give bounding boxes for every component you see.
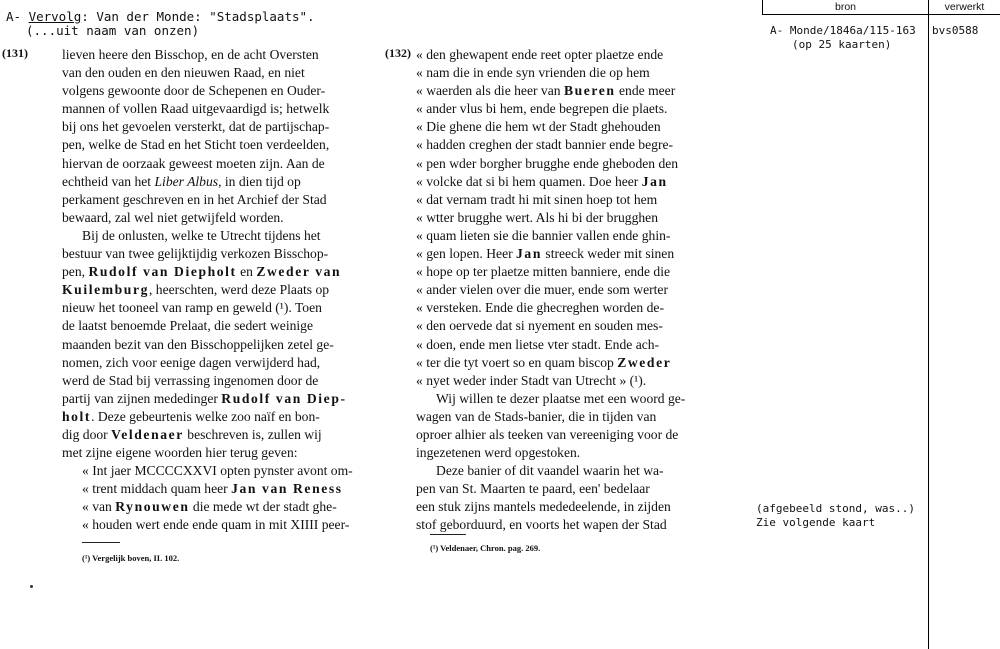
text-line: Bij de onlusten, welke te Utrecht tijdens het <box>82 227 321 243</box>
text-line: stof geborduurd, en voorts het wapen der Stad <box>416 517 667 533</box>
page-number-right: (132) <box>385 46 411 60</box>
text-line: dig door Veldenaer beschreven is, zullen wij <box>62 426 322 442</box>
card-header <box>6 10 315 38</box>
text-line: « gen lopen. Heer Jan streeck weder mit sinen <box>416 246 675 262</box>
text-line: « den ghewapent ende reet opter plaetze ende <box>416 47 664 62</box>
text-line: « waerden als die heer van Bueren ende meer <box>416 83 676 99</box>
text-line: bij ons het gevoelen versterkt, dat de partijschap- <box>62 119 330 135</box>
text-line: wagen van de Stads-banier, die in tijden van <box>416 408 657 424</box>
text-line: « quam lieten sie die bannier vallen ende ghin- <box>416 227 671 243</box>
continuation-note: (afgebeeld stond, was..) <box>756 502 915 515</box>
text-line: Kuilemburg, heerschten, werd deze Plaats op <box>62 282 330 298</box>
text-line: « volcke dat si bi hem quamen. Doe heer Jan <box>416 173 668 189</box>
text-line: « nyet weder inder Stadt van Utrecht » (¹). <box>416 372 647 388</box>
text-line: « ter die tyt voert so en quam biscop Zweder <box>416 354 672 370</box>
text-line: « dat vernam tradt hi mit sinen hoep tot hem <box>416 191 658 207</box>
text-line: « pen wder borgher brugghe ende gheboden den <box>416 155 679 171</box>
column-header-verwerkt: verwerkt <box>944 1 985 13</box>
text-line: nomen, zich voor eenige dagen verwijderd had, <box>62 354 321 370</box>
text-line: een stuk zijns mantels mededeelende, in zijden <box>416 499 671 515</box>
text-line: bewaard, zal wel niet getwijfeld worden. <box>62 209 284 225</box>
card-subtitle: (...uit naam van onzen) <box>26 23 200 38</box>
text-line: oproer alhier als teeken van vereeniging voor de <box>416 426 679 442</box>
text-line: holt. Deze gebeurtenis welke zoo naïf en bon- <box>62 408 320 424</box>
text-line: lieven heere den Bisschop, en de acht Oversten <box>62 47 319 62</box>
table-header-rule <box>762 14 1000 15</box>
text-line: « ander vlus bi hem, ende begrepen die plaets. <box>416 101 668 117</box>
footnote-left: (¹) Vergelijk boven, II. 102. <box>82 553 180 563</box>
index-card-table <box>756 0 1000 649</box>
bron-card-count: (op 25 kaarten) <box>792 38 892 51</box>
text-line: nieuw het tooneel van ramp en geweld (¹). Toen <box>62 300 322 316</box>
text-line: pen, welke de Stad en het Sticht toen verdeelden, <box>62 137 330 153</box>
text-line: perkament geschreven en in het Archief der Stad <box>62 191 327 207</box>
text-line: « Die ghene die hem wt der Stadt ghehouden <box>416 119 661 135</box>
verwerkt-code: bvs0588 <box>932 24 979 37</box>
text-line: de laatst benoemde Prelaat, die sedert weinige <box>62 318 314 334</box>
text-line: « trent middach quam heer Jan van Reness <box>82 481 343 497</box>
page-number-left: (131) <box>2 46 28 60</box>
text-line: « doen, ende men lietse vter stadt. Ende ach- <box>416 336 660 352</box>
vervolg-label: Vervolg <box>28 9 82 24</box>
table-column-divider <box>928 0 929 649</box>
page-left-text <box>62 46 374 535</box>
footnote-rule-left <box>82 542 120 543</box>
page-right-text <box>416 46 726 535</box>
text-line: hiervan de oorzaak geweest moeten zijn. Aan de <box>62 155 325 171</box>
text-line: pen van St. Maarten te paard, een' bedelaar <box>416 481 650 497</box>
text-line: Deze banier of dit vaandel waarin het wa- <box>436 463 664 479</box>
text-line: « versteken. Ende die ghecreghen worden de- <box>416 300 664 316</box>
text-line: « houden wert ende ende quam in mit XIIII peer- <box>82 517 350 533</box>
text-line: « wtter brugghe wert. Als hi bi der brugghen <box>416 209 658 225</box>
text-line: ingezetenen werd opgestoken. <box>416 445 581 461</box>
footnote-right: (¹) Veldenaer, Chron. pag. 269. <box>430 543 541 553</box>
text-line: echtheid van het Liber Albus, in dien tijd op <box>62 173 301 189</box>
text-line: « van Rynouwen die mede wt der stadt ghe- <box>82 499 337 515</box>
text-line: van den ouden en den nieuwen Raad, en niet <box>62 65 305 81</box>
text-line: « den oervede dat si nyement en souden mes- <box>416 318 663 334</box>
text-line: mannen of vollen Raad uitgevaardigd is; hetwelk <box>62 101 330 117</box>
column-header-bron: bron <box>834 1 856 13</box>
text-line: met zijne eigene woorden hier terug geven: <box>62 445 298 461</box>
next-card-note: Zie volgende kaart <box>756 516 876 529</box>
text-line: « hope op ter plaetze mitten banniere, ende die <box>416 264 671 280</box>
text-line: « ander vielen over die muer, ende som werter <box>416 282 668 298</box>
text-line: volgens gewoonte door de Schepenen en Ouder- <box>62 83 326 99</box>
text-line: « Int jaer MCCCCXXVI opten pynster avont om- <box>82 463 353 479</box>
card-title: A- Vervolg: Van der Monde: "Stadsplaats". <box>6 9 315 24</box>
text-line: bestuur van twee gelijktijdig verkozen Bisschop- <box>62 246 329 262</box>
bron-reference: A- Monde/1846a/115-163 <box>770 24 916 37</box>
text-line: « hadden creghen der stadt bannier ende begre- <box>416 137 674 153</box>
text-line: partij van zijnen mededinger Rudolf van Diep- <box>62 390 347 406</box>
liber-albus-title: Liber Albus <box>154 173 219 189</box>
text-line: pen, Rudolf van Diepholt en Zweder van <box>62 264 342 280</box>
text-line: maanden bezit van den Bisschoppelijken zetel ge- <box>62 336 334 352</box>
footnote-rule-right <box>430 534 466 535</box>
text-line: Wij willen te dezer plaatse met een woord ge- <box>436 390 686 406</box>
text-line: « nam die in ende syn vrienden die op hem <box>416 65 650 81</box>
scan-speck <box>30 585 33 588</box>
text-line: werd de Stad bij verrassing ingenomen door de <box>62 372 319 388</box>
